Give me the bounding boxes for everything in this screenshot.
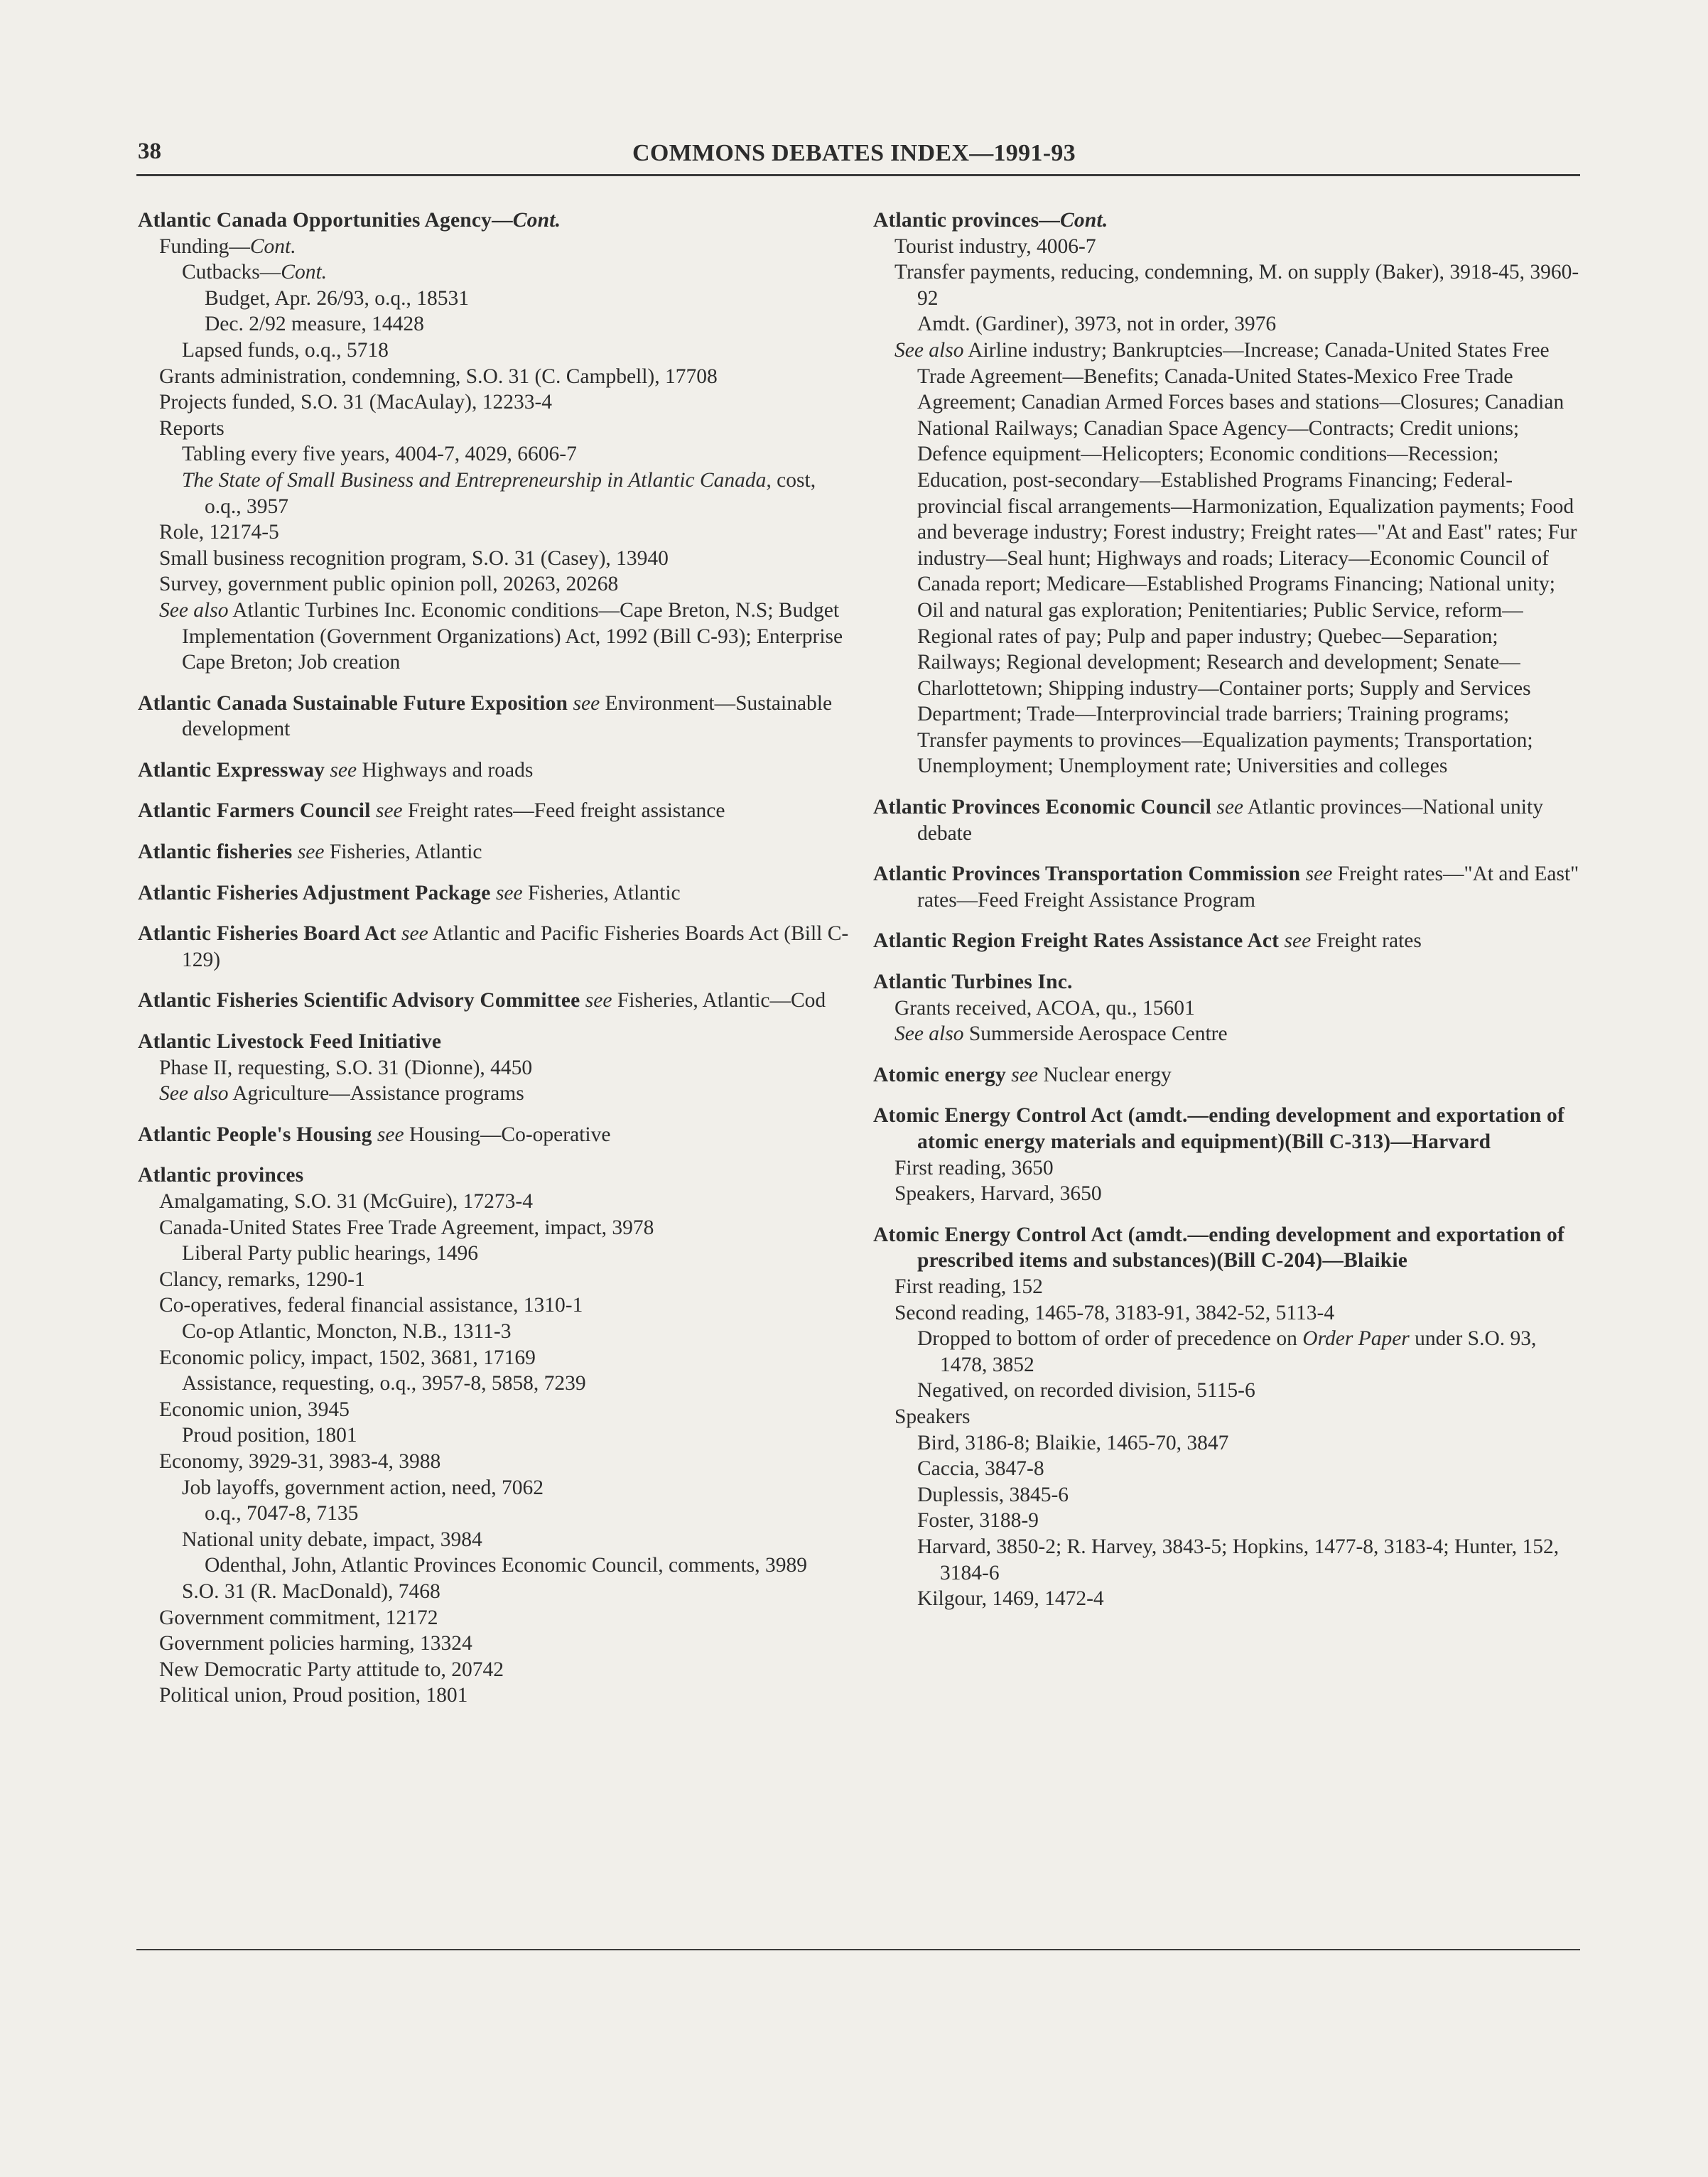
index-heading <box>873 1222 1584 1274</box>
italic-text: Order Paper <box>1302 1327 1410 1351</box>
entry-text: Economic policy, impact, 1502, 3681, 17169 <box>159 1346 536 1369</box>
entry-text: Tourist industry, 4006-7 <box>894 234 1096 258</box>
index-entry <box>138 798 855 824</box>
entry-text: Freight rates—Feed freight assistance <box>402 799 725 823</box>
entry-text: Duplessis, 3845-6 <box>917 1483 1069 1506</box>
index-subentry <box>138 1605 855 1631</box>
index-entry <box>138 1029 855 1107</box>
entry-text: Dropped to bottom of order of precedence on <box>917 1327 1303 1351</box>
entry-text: Projects funded, S.O. 31 (MacAulay), 12233-4 <box>159 391 553 414</box>
entry-text: Agriculture—Assistance programs <box>228 1082 524 1106</box>
index-subentry <box>873 1300 1584 1327</box>
index-subentry <box>138 1292 855 1319</box>
entry-text: Canada-United States Free Trade Agreement, impact, 3978 <box>159 1216 654 1239</box>
index-subentry <box>138 1371 855 1397</box>
see-reference-label: see <box>325 758 357 782</box>
entry-text: Economic union, 3945 <box>159 1398 350 1421</box>
index-entry <box>138 988 855 1014</box>
entry-text: Caccia, 3847-8 <box>917 1457 1044 1481</box>
index-subentry <box>138 1527 855 1553</box>
index-subentry <box>138 1319 855 1345</box>
italic-text: The State of Small Business and Entrepreneurship in Atlantic Canada, <box>182 468 772 492</box>
entry-text: Job layoffs, government action, need, 7062 <box>182 1476 544 1499</box>
entry-text: Speakers <box>894 1405 971 1428</box>
index-entry <box>873 794 1584 846</box>
index-subentry <box>138 1055 855 1081</box>
entry-text: Bird, 3186-8; Blaikie, 1465-70, 3847 <box>917 1431 1229 1454</box>
see-reference-label: see <box>372 1123 404 1146</box>
index-subentry <box>138 546 855 572</box>
see-reference-label: see <box>396 922 428 946</box>
index-subentry <box>873 1378 1584 1404</box>
index-subentry <box>138 389 855 416</box>
italic-text: See also <box>159 1082 229 1106</box>
entry-text: Amalgamating, S.O. 31 (McGuire), 17273-4 <box>159 1190 533 1213</box>
heading-text: Atlantic provinces <box>138 1164 304 1187</box>
heading-text: Atlantic Livestock Feed Initiative <box>138 1030 442 1054</box>
index-subentry <box>873 1274 1584 1300</box>
entry-text: Cutbacks— <box>182 261 281 284</box>
index-subentry <box>138 1345 855 1371</box>
index-subentry <box>873 1181 1584 1207</box>
entry-text: Government policies harming, 13324 <box>159 1632 472 1655</box>
entry-text: Phase II, requesting, S.O. 31 (Dionne), 4450 <box>159 1056 533 1079</box>
index-heading <box>138 1029 855 1055</box>
index-subentry <box>138 1475 855 1501</box>
index-entry <box>873 207 1584 779</box>
index-heading <box>873 207 1584 234</box>
heading-text: Atlantic Fisheries Board Act <box>138 922 396 946</box>
entry-text: Second reading, 1465-78, 3183-91, 3842-52, 5113-4 <box>894 1301 1335 1324</box>
index-subentry <box>138 1501 855 1527</box>
index-subentry <box>873 1155 1584 1182</box>
see-reference-label: see <box>568 691 600 715</box>
index-entry <box>873 928 1584 954</box>
index-heading <box>873 861 1584 913</box>
entry-text: Reports <box>159 416 225 440</box>
index-heading <box>138 207 855 234</box>
index-entry <box>873 1103 1584 1206</box>
entry-text: Odenthal, John, Atlantic Provinces Economic Council, comments, 3989 <box>205 1554 807 1577</box>
index-heading <box>873 794 1584 846</box>
heading-text: Atlantic Turbines Inc. <box>873 971 1073 994</box>
index-heading <box>873 1062 1584 1088</box>
index-subentry <box>138 416 855 442</box>
entry-text: Highways and roads <box>357 758 534 782</box>
index-subentry <box>138 1215 855 1241</box>
index-subentry <box>138 259 855 286</box>
index-heading <box>873 928 1584 954</box>
index-subentry <box>138 1579 855 1605</box>
entry-text: Atlantic and Pacific Fisheries Boards Act (Bill C-129) <box>182 922 849 971</box>
entry-text: Nuclear energy <box>1037 1063 1172 1086</box>
index-subentry <box>138 234 855 260</box>
index-subentry <box>138 1552 855 1579</box>
index-subentry <box>873 995 1584 1022</box>
page-number: 38 <box>138 139 161 164</box>
entry-text: Fisheries, Atlantic <box>324 841 482 864</box>
index-heading <box>138 1162 855 1189</box>
index-subentry <box>873 259 1584 311</box>
entry-text: Government commitment, 12172 <box>159 1606 438 1629</box>
entry-text: Grants received, ACOA, qu., 15601 <box>894 996 1195 1020</box>
entry-text: Kilgour, 1469, 1472-4 <box>917 1587 1104 1611</box>
heading-text: Atlantic Fisheries Scientific Advisory Committee <box>138 989 580 1012</box>
italic-text: See also <box>894 1022 964 1046</box>
bottom-rule <box>136 1949 1580 1950</box>
index-entry <box>138 839 855 865</box>
see-reference-label: see <box>490 881 523 904</box>
top-rule <box>136 174 1580 176</box>
entry-text: Role, 12174-5 <box>159 521 279 544</box>
index-heading <box>138 1122 855 1148</box>
heading-text: Atomic energy <box>873 1063 1006 1086</box>
entry-text: New Democratic Party attitude to, 20742 <box>159 1658 504 1681</box>
italic-text: See also <box>894 338 964 362</box>
index-subentry <box>873 1326 1584 1378</box>
index-subentry <box>138 571 855 598</box>
entry-text: Grants administration, condemning, S.O. 31 (C. Campbell), 17708 <box>159 364 718 388</box>
index-subentry <box>138 364 855 390</box>
heading-text: Atlantic People's Housing <box>138 1123 372 1146</box>
entry-text: Housing—Co-operative <box>404 1123 611 1146</box>
entry-text: Speakers, Harvard, 3650 <box>894 1182 1102 1206</box>
index-heading <box>138 839 855 865</box>
entry-text: Atlantic provinces—National unity debate <box>917 796 1543 845</box>
index-subentry <box>873 311 1584 337</box>
index-subentry <box>138 1657 855 1683</box>
see-reference-label: see <box>1005 1063 1038 1086</box>
index-subentry <box>138 286 855 312</box>
entry-text: Foster, 3188-9 <box>917 1509 1039 1533</box>
entry-text: o.q., 7047-8, 7135 <box>205 1502 359 1525</box>
italic-text: Cont. <box>281 261 328 284</box>
heading-text: Atlantic Provinces Economic Council <box>873 796 1211 819</box>
entry-text: Small business recognition program, S.O. 31 (Casey), 13940 <box>159 546 669 570</box>
index-subentry <box>873 234 1584 260</box>
index-heading <box>873 1103 1584 1155</box>
entry-text: Fisheries, Atlantic <box>522 881 681 904</box>
index-subentry <box>138 1189 855 1215</box>
entry-text: Amdt. (Gardiner), 3973, not in order, 3976 <box>917 313 1277 336</box>
index-entry <box>138 921 855 973</box>
entry-text: S.O. 31 (R. MacDonald), 7468 <box>182 1579 440 1603</box>
index-subentry <box>138 1081 855 1107</box>
index-entry <box>138 1122 855 1148</box>
entry-text: Political union, Proud position, 1801 <box>159 1684 468 1707</box>
index-subentry <box>138 311 855 337</box>
index-subentry <box>138 468 855 519</box>
see-reference-label: see <box>370 799 403 823</box>
entry-text: Co-operatives, federal financial assistance, 1310-1 <box>159 1294 583 1317</box>
entry-text: Atlantic Turbines Inc. Economic conditions—Cape Breton, N.S; Budget Implementation (Government Organizations) Act, 1992 (Bill C-93); Enterprise Cape Breton; Job creation <box>182 598 843 674</box>
entry-text: Freight rates <box>1311 929 1422 953</box>
index-subentry <box>138 441 855 468</box>
entry-text: Budget, Apr. 26/93, o.q., 18531 <box>205 286 470 310</box>
entry-text: Proud position, 1801 <box>182 1424 357 1447</box>
index-subentry <box>138 1267 855 1293</box>
index-heading <box>138 691 855 742</box>
index-entry <box>873 1222 1584 1612</box>
entry-text: Co-op Atlantic, Moncton, N.B., 1311-3 <box>182 1319 512 1343</box>
entry-text: Airline industry; Bankruptcies—Increase; Canada-United States Free Trade Agreement—Benefits; Canada-United States-Mexico Free Trade Agreement; Canadian Armed Forces bases and stations—Closures; Canadian National Railways; Canadian Space Agency—Contracts; Credit unions; Defence equipment—Helicopters; Economic conditions—Recession; Education, post-secondary—Established Programs Financing; Federal-provincial fiscal arrangements—Harmonization, Equalization payments; Food and beverage industry; Forest industry; Freight rates—"At and East" rates; Fur industry—Seal hunt; Highways and roads; Literacy—Economic Council of Canada report; Medicare—Established Programs Financing; National unity; Oil and natural gas exploration; Penitentiaries; Public Service, reform—Regional rates of pay; Pulp and paper industry; Quebec—Separation; Railways; Regional development; Research and development; Senate—Charlottetown; Shipping industry—Container ports; Supply and Services Department; Trade—Interprovincial trade barriers; Training programs; Transfer payments to provinces—Equalization payments; Transportation; Unemployment; Unemployment rate; Universities and colleges <box>917 338 1577 778</box>
index-subentry <box>138 1449 855 1475</box>
index-heading <box>138 921 855 973</box>
entry-text: Negatived, on recorded division, 5115-6 <box>917 1379 1255 1403</box>
entry-text: Lapsed funds, o.q., 5718 <box>182 338 389 362</box>
index-subentry <box>138 1397 855 1423</box>
index-subentry <box>873 1404 1584 1430</box>
index-subentry <box>138 598 855 676</box>
heading-text: Atlantic Expressway <box>138 758 325 782</box>
index-entry <box>138 880 855 907</box>
entry-text: under S.O. 93, 1478, 3852 <box>940 1327 1537 1376</box>
entry-text: Economy, 3929-31, 3983-4, 3988 <box>159 1449 441 1473</box>
index-heading <box>138 880 855 907</box>
heading-text: Atomic Energy Control Act (amdt.—ending development and exportation of prescribed items and substances)(Bill C-204)—Blaikie <box>873 1223 1564 1273</box>
entry-text: Summerside Aerospace Centre <box>963 1022 1228 1046</box>
entry-text: Dec. 2/92 measure, 14428 <box>205 313 424 336</box>
index-subentry <box>138 1422 855 1449</box>
index-subentry <box>873 1456 1584 1482</box>
index-subentry <box>873 1482 1584 1508</box>
entry-text: Harvard, 3850-2; R. Harvey, 3843-5; Hopkins, 1477-8, 3183-4; Hunter, 152, 3184-6 <box>917 1535 1560 1584</box>
see-reference-label: see <box>1211 796 1244 819</box>
heading-text: Atlantic Farmers Council <box>138 799 371 823</box>
heading-text: Atlantic Canada Opportunities Agency— <box>138 209 513 232</box>
see-reference-label: see <box>580 989 612 1012</box>
index-heading <box>138 798 855 824</box>
index-subentry <box>873 1534 1584 1586</box>
see-reference-label: see <box>1300 863 1333 886</box>
index-heading <box>138 988 855 1014</box>
entry-text: Freight rates—"At and East" rates—Feed Freight Assistance Program <box>917 863 1579 912</box>
heading-text: Atlantic provinces— <box>873 209 1061 232</box>
index-subentry <box>873 1586 1584 1612</box>
italic-text: Cont. <box>249 234 296 258</box>
index-entry <box>138 207 855 676</box>
heading-text: Atlantic Provinces Transportation Commission <box>873 863 1301 886</box>
entry-text: Environment—Sustainable development <box>182 691 833 741</box>
continued-label: Cont. <box>1060 209 1108 232</box>
entry-text: cost, o.q., 3957 <box>205 468 816 518</box>
index-heading <box>138 757 855 784</box>
continued-label: Cont. <box>512 209 561 232</box>
heading-text: Atlantic Fisheries Adjustment Package <box>138 881 491 904</box>
index-heading <box>873 969 1584 995</box>
see-reference-label: see <box>292 841 325 864</box>
entry-text: Clancy, remarks, 1290-1 <box>159 1268 365 1291</box>
entry-text: Assistance, requesting, o.q., 3957-8, 5858, 7239 <box>182 1372 586 1395</box>
index-entry <box>873 1062 1584 1088</box>
index-entry <box>873 969 1584 1047</box>
heading-text: Atlantic Canada Sustainable Future Exposition <box>138 691 568 715</box>
index-subentry <box>873 1508 1584 1534</box>
index-subentry <box>873 1430 1584 1457</box>
heading-text: Atomic Energy Control Act (amdt.—ending development and exportation of atomic energy materials and equipment)(Bill C-313)—Harvard <box>873 1104 1564 1153</box>
entry-text: Transfer payments, reducing, condemning, M. on supply (Baker), 3918-45, 3960-92 <box>894 261 1579 310</box>
entry-text: First reading, 3650 <box>894 1156 1054 1179</box>
index-subentry <box>873 1021 1584 1047</box>
italic-text: See also <box>159 598 229 622</box>
index-entry <box>138 1162 855 1708</box>
index-subentry <box>138 1682 855 1709</box>
see-reference-label: see <box>1279 929 1312 953</box>
index-entry <box>873 861 1584 913</box>
entry-text: National unity debate, impact, 3984 <box>182 1528 482 1551</box>
running-title: COMMONS DEBATES INDEX—1991-93 <box>632 140 1076 166</box>
entry-text: Fisheries, Atlantic—Cod <box>612 989 826 1012</box>
entry-text: Liberal Party public hearings, 1496 <box>182 1242 478 1265</box>
index-subentry <box>138 337 855 364</box>
index-subentry <box>138 519 855 546</box>
entry-text: Survey, government public opinion poll, 20263, 20268 <box>159 573 619 596</box>
index-subentry <box>873 337 1584 779</box>
heading-text: Atlantic Region Freight Rates Assistance Act <box>873 929 1280 953</box>
index-entry <box>138 691 855 742</box>
index-subentry <box>138 1631 855 1657</box>
index-entry <box>138 757 855 784</box>
index-column-right <box>873 207 1584 1627</box>
index-subentry <box>138 1241 855 1267</box>
entry-text: Funding— <box>159 234 250 258</box>
heading-text: Atlantic fisheries <box>138 841 293 864</box>
index-column-left <box>138 207 855 1724</box>
entry-text: Tabling every five years, 4004-7, 4029, 6606-7 <box>182 443 577 466</box>
entry-text: First reading, 152 <box>894 1275 1043 1298</box>
